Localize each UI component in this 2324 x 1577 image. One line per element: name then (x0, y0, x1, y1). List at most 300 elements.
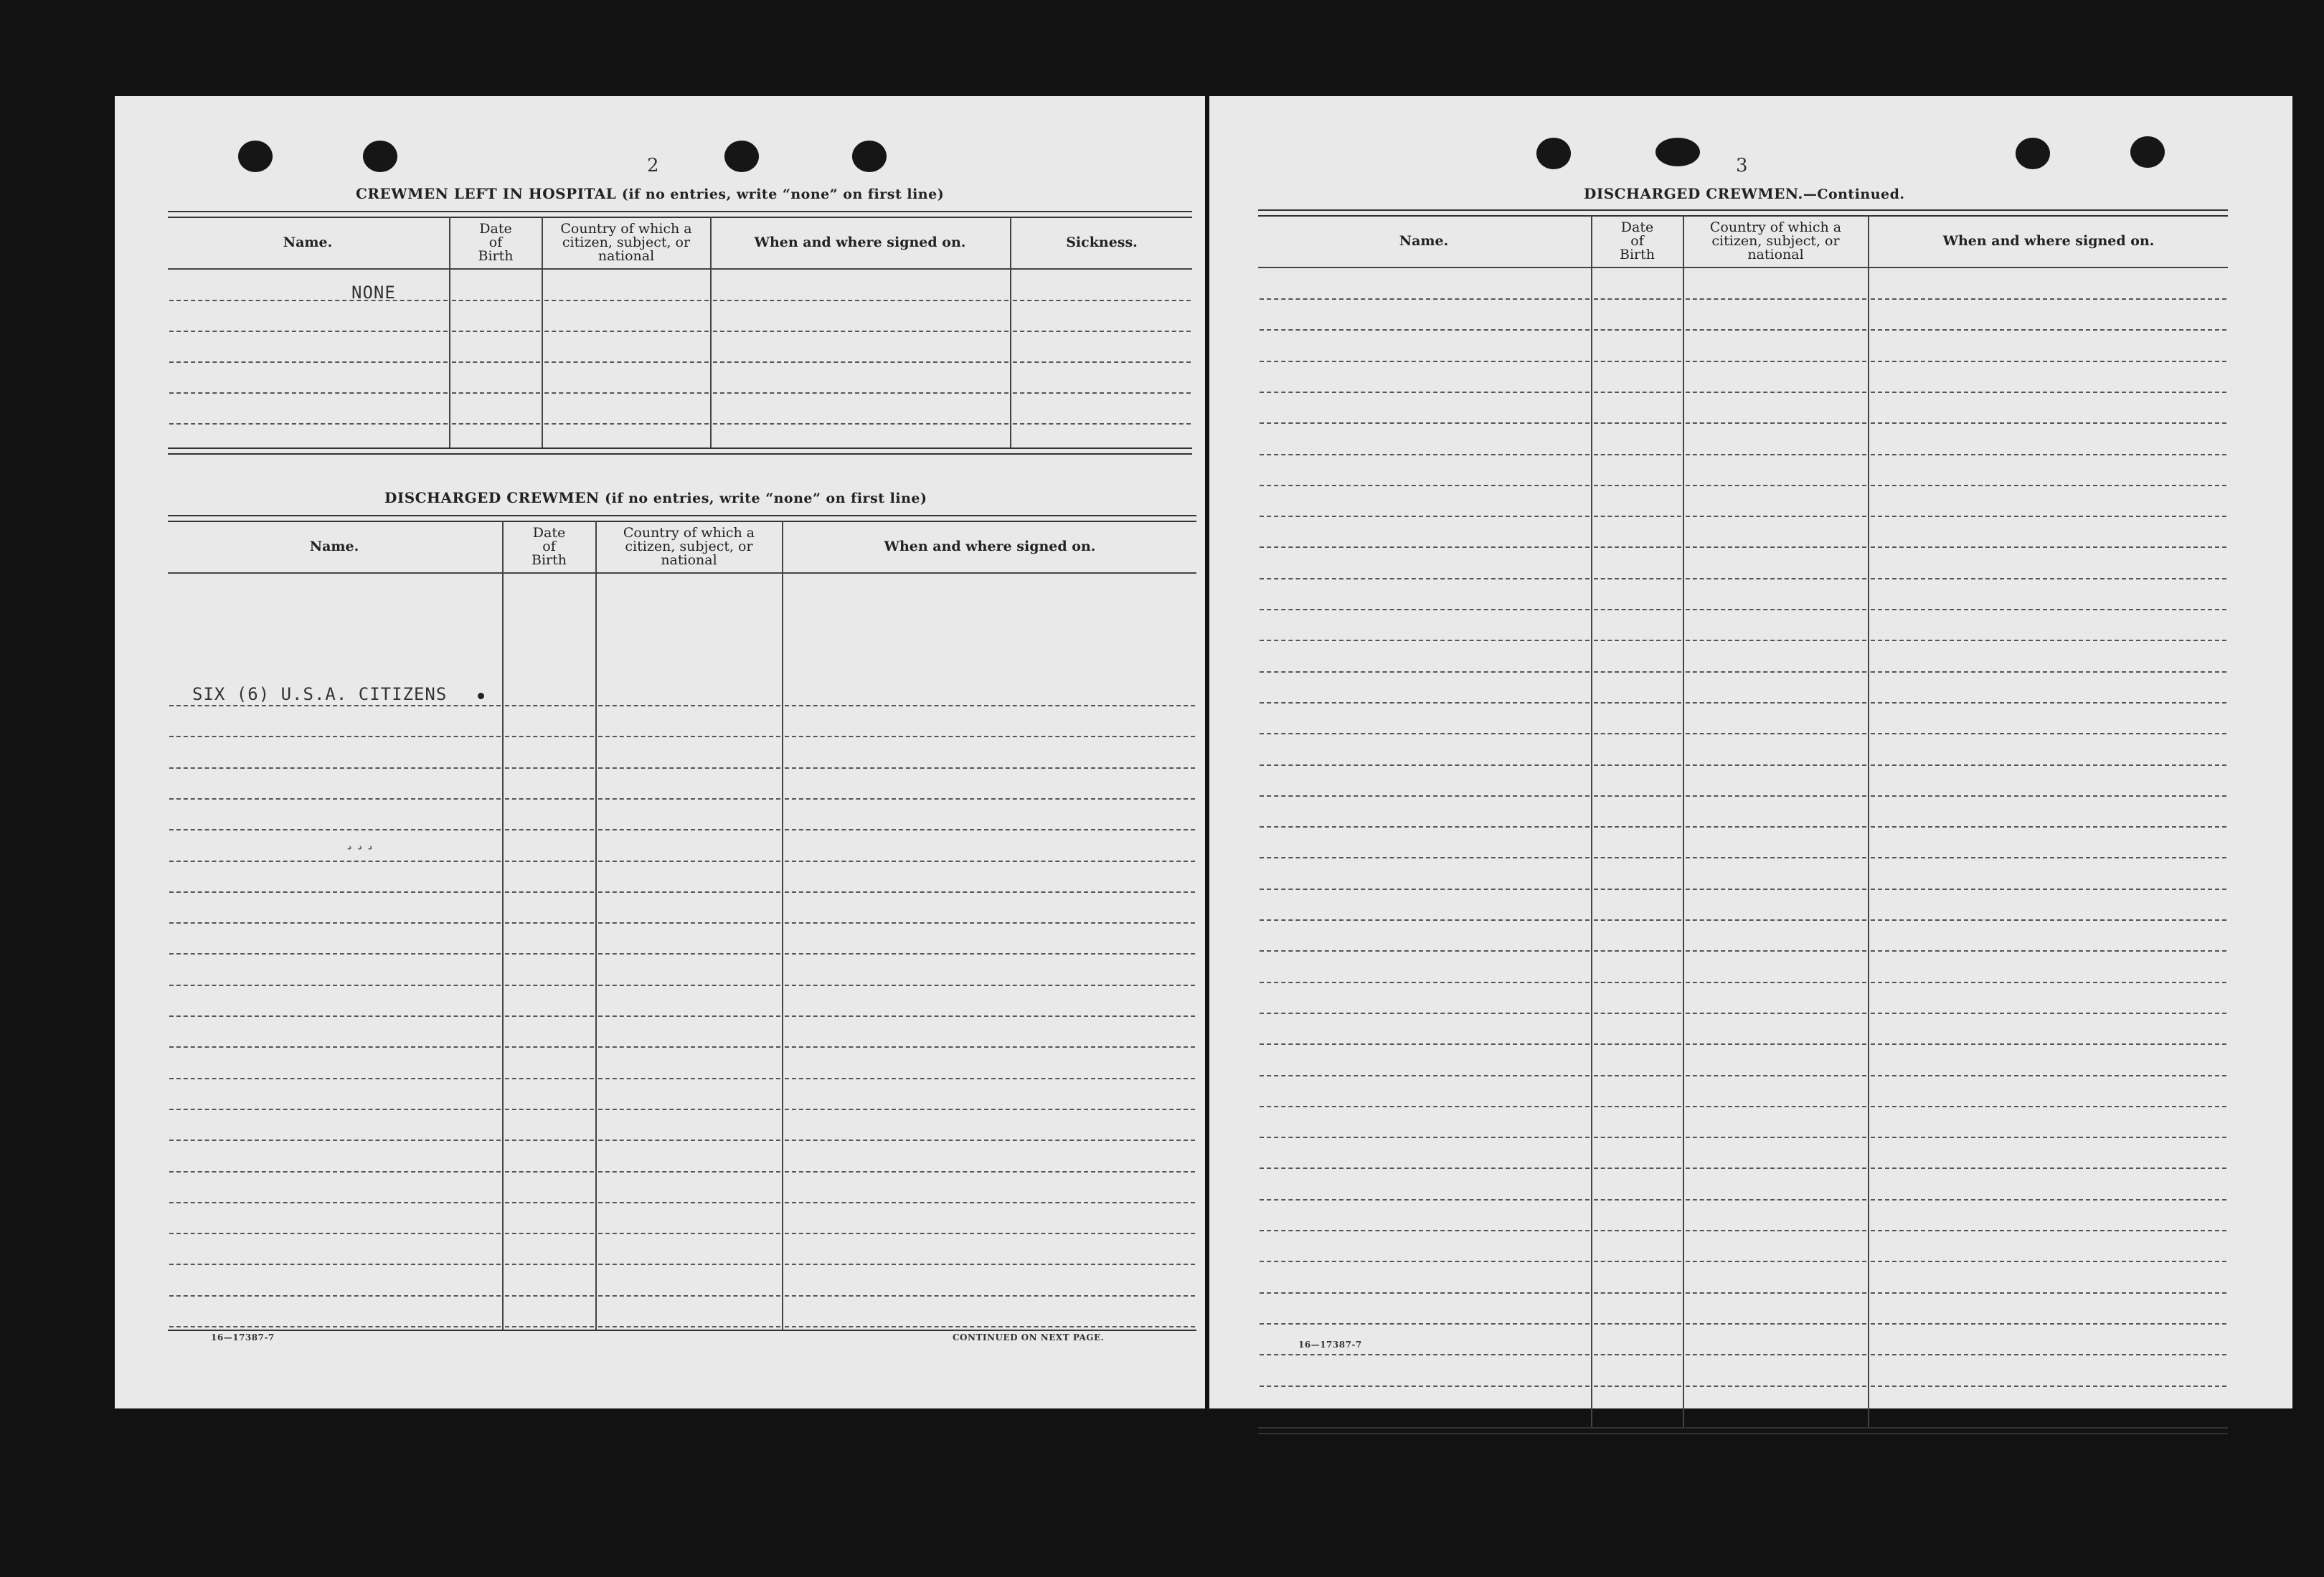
ruled-line (1594, 298, 1681, 300)
ruled-line (1594, 422, 1681, 424)
ruled-line (505, 1295, 594, 1297)
ruled-line (169, 705, 501, 706)
ruled-line (169, 1233, 501, 1234)
ruled-line (1260, 1199, 1590, 1200)
ruled-line (1871, 329, 2226, 331)
ruled-line (1594, 702, 1681, 704)
ruled-line (1594, 1292, 1681, 1294)
ruled-line (505, 705, 594, 706)
ruled-line (505, 1171, 594, 1173)
ruled-line (505, 1140, 594, 1141)
ruled-line (1686, 889, 1866, 890)
hospital-title-text: CREWMEN LEFT IN HOSPITAL (356, 185, 617, 202)
ruled-line (1260, 1386, 1590, 1387)
section-title-suffix: —Continued. (1803, 186, 1905, 202)
bottom-rule (168, 447, 1192, 455)
ruled-line (1260, 950, 1590, 952)
ruled-line (1686, 1013, 1866, 1014)
column-divider (1591, 215, 1592, 1427)
ruled-line (1260, 298, 1590, 300)
header-text: When and where signed on. (1942, 232, 2155, 249)
ruled-line (1871, 1137, 2226, 1138)
ruled-line (544, 331, 709, 332)
ruled-line (1260, 422, 1590, 424)
column-divider (595, 521, 597, 1330)
ruled-line (1260, 919, 1590, 921)
punch-hole (1536, 138, 1571, 169)
ruled-line (1260, 795, 1590, 797)
ruled-line (598, 1233, 780, 1234)
ruled-line (598, 767, 780, 769)
ruled-line (505, 1326, 594, 1327)
ruled-line (1686, 764, 1866, 766)
ruled-line (1594, 1261, 1681, 1262)
ruled-line (1594, 1230, 1681, 1231)
hospital-title-note: (if no entries, write “none” on first line) (621, 186, 945, 202)
ruled-line (785, 1326, 1195, 1327)
ruled-line (1686, 1106, 1866, 1107)
ruled-line (1686, 361, 1866, 362)
ruled-line (169, 1326, 501, 1327)
header-text: citizen, subject, or (1711, 232, 1840, 249)
ruled-line (169, 331, 448, 332)
ruled-line (1260, 640, 1590, 641)
ruled-line (785, 1140, 1195, 1141)
ruled-line (785, 1202, 1195, 1203)
ruled-line (1686, 826, 1866, 828)
ruled-line (1686, 702, 1866, 704)
punch-hole (724, 141, 759, 172)
header-text: Country of which a (1709, 219, 1842, 235)
ruled-line (785, 1171, 1195, 1173)
ruled-line (1594, 1043, 1681, 1045)
hospital-entry-text: NONE (351, 283, 396, 303)
ruled-line (1260, 392, 1590, 393)
ruled-line (1686, 795, 1866, 797)
ruled-line (1594, 1386, 1681, 1387)
ruled-line (1686, 454, 1866, 455)
ruled-line (505, 829, 594, 830)
ruled-line (785, 736, 1195, 737)
ruled-line (1260, 1106, 1590, 1107)
ruled-line (1260, 361, 1590, 362)
ruled-line (169, 300, 448, 301)
ruled-line (1260, 1261, 1590, 1262)
col-header-signed (712, 217, 1009, 268)
ruled-line (1686, 1386, 1866, 1387)
ruled-line (598, 861, 780, 862)
header-text: Sickness. (1066, 234, 1138, 250)
ruled-line (1686, 1075, 1866, 1076)
header-text: Date (479, 220, 512, 237)
ruled-line (1260, 702, 1590, 704)
ruled-line (1686, 950, 1866, 952)
ruled-line (1260, 1354, 1590, 1355)
ruled-line (169, 829, 501, 830)
ruled-line (598, 891, 780, 893)
ruled-line (1594, 1106, 1681, 1107)
ruled-line (169, 1202, 501, 1203)
ruled-line (598, 705, 780, 706)
ruled-line (505, 1233, 594, 1234)
ruled-line (785, 985, 1195, 986)
ruled-line (598, 1295, 780, 1297)
page-number: 2 (647, 155, 659, 176)
header-text: of (1630, 232, 1644, 249)
col-header-dob (504, 521, 595, 572)
page-number: 3 (1736, 155, 1748, 176)
col-header-dob (450, 217, 541, 268)
header-text: Name. (309, 538, 359, 554)
ruled-line (505, 861, 594, 862)
ruled-line (1260, 516, 1590, 517)
ruled-line (1013, 361, 1191, 363)
ruled-line (1686, 1230, 1866, 1231)
discharged-section-title (384, 489, 927, 506)
ruled-line (1594, 950, 1681, 952)
ruled-line (1686, 546, 1866, 548)
ruled-line (713, 423, 1009, 425)
ruled-line (1686, 640, 1866, 641)
ruled-line (1871, 702, 2226, 704)
column-divider (1868, 215, 1869, 1427)
ruled-line (505, 1202, 594, 1203)
hospital-table (168, 211, 1192, 455)
col-header-name (168, 217, 448, 268)
ruled-line (1594, 919, 1681, 921)
ruled-line (598, 736, 780, 737)
column-divider (782, 521, 783, 1330)
ruled-line (1871, 1106, 2226, 1107)
ruled-line (1686, 609, 1866, 610)
ruled-line (598, 1078, 780, 1079)
ruled-line (1871, 764, 2226, 766)
ruled-line (169, 361, 448, 363)
ruled-line (598, 1109, 780, 1110)
header-text: Name. (1399, 232, 1449, 249)
ruled-line (169, 1078, 501, 1079)
ruled-line (598, 1202, 780, 1203)
ruled-line (785, 1015, 1195, 1017)
header-text: national (661, 551, 717, 568)
ruled-line (1871, 392, 2226, 393)
ruled-line (505, 891, 594, 893)
header-text: Birth (1620, 246, 1655, 262)
ruled-line (1260, 1013, 1590, 1014)
ruled-line (169, 1171, 501, 1173)
ruled-line (169, 891, 501, 893)
ruled-line (1594, 329, 1681, 331)
ink-dot (478, 693, 484, 699)
ruled-line (169, 1015, 501, 1017)
ruled-line (1013, 423, 1191, 425)
ruled-line (169, 922, 501, 924)
ruled-line (1871, 485, 2226, 486)
ruled-line (785, 1109, 1195, 1110)
ruled-line (1594, 485, 1681, 486)
col-header-name (168, 521, 501, 572)
ruled-line (544, 423, 709, 425)
ruled-line (1013, 300, 1191, 301)
ruled-line (1871, 640, 2226, 641)
ruled-line (505, 1264, 594, 1265)
ruled-line (1686, 671, 1866, 673)
ruled-line (713, 300, 1009, 301)
ruled-line (1260, 485, 1590, 486)
ruled-line (169, 1140, 501, 1141)
ruled-line (1871, 1043, 2226, 1045)
ruled-line (169, 392, 448, 394)
ruled-line (505, 1046, 594, 1048)
col-header-signed (783, 521, 1196, 572)
ruled-line (1260, 982, 1590, 983)
ruled-line (1871, 795, 2226, 797)
ruled-line (1594, 361, 1681, 362)
ruled-line (544, 300, 709, 301)
ruled-line (785, 1295, 1195, 1297)
ruled-line (1260, 1043, 1590, 1045)
ruled-line (785, 1264, 1195, 1265)
ruled-line (1594, 1354, 1681, 1355)
ruled-line (1686, 422, 1866, 424)
col-header-country (1684, 215, 1867, 267)
ruled-line (1594, 982, 1681, 983)
ruled-line (1871, 609, 2226, 610)
punch-hole (363, 141, 397, 172)
ruled-line (1686, 857, 1866, 858)
ruled-line (452, 331, 540, 332)
ruled-line (598, 1140, 780, 1141)
discharged-entry: SIX (6) U.S.A. CITIZENS (192, 684, 448, 704)
ruled-line (505, 1078, 594, 1079)
ruled-line (1686, 1354, 1866, 1355)
ruled-line (505, 985, 594, 986)
ruled-line (1686, 1323, 1866, 1325)
ruled-line (1260, 826, 1590, 828)
ruled-line (1594, 516, 1681, 517)
ruled-line (169, 1109, 501, 1110)
ruled-line (1260, 1292, 1590, 1294)
ruled-line (505, 922, 594, 924)
discharged-title-text: DISCHARGED CREWMEN (384, 489, 600, 506)
header-text: national (597, 247, 655, 264)
ruled-line (169, 1046, 501, 1048)
ruled-line (1871, 1292, 2226, 1294)
ruled-line (1260, 609, 1590, 610)
ruled-line (1260, 1137, 1590, 1138)
ruled-line (598, 985, 780, 986)
ruled-line (1871, 1075, 2226, 1076)
hospital-section-title (356, 185, 944, 202)
ruled-line (169, 767, 501, 769)
ruled-line (1871, 516, 2226, 517)
ruled-line (785, 953, 1195, 955)
ruled-line (1871, 1168, 2226, 1169)
ruled-line (598, 1171, 780, 1173)
form-number: 16—17387-7 (1298, 1340, 1362, 1350)
header-text: When and where signed on. (754, 234, 966, 250)
ruled-line (1260, 329, 1590, 331)
ruled-line (1594, 1137, 1681, 1138)
ruled-line (1871, 1386, 2226, 1387)
ruled-line (1686, 982, 1866, 983)
ruled-line (1594, 857, 1681, 858)
ruled-line (785, 829, 1195, 830)
ruled-line (598, 798, 780, 800)
ruled-line (1594, 392, 1681, 393)
ruled-line (1871, 950, 2226, 952)
ruled-line (1594, 1013, 1681, 1014)
ruled-line (1686, 1043, 1866, 1045)
ruled-line (1871, 733, 2226, 734)
col-header-dob (1592, 215, 1682, 267)
form-number: 16—17387-7 (211, 1332, 275, 1342)
ruled-line (1594, 764, 1681, 766)
ruled-line (1871, 1199, 2226, 1200)
punch-hole (1655, 138, 1700, 166)
ruled-line (1260, 764, 1590, 766)
header-text: national (1747, 246, 1804, 262)
discharged-title-note: (if no entries, write “none” on first line) (605, 491, 927, 506)
header-text: Birth (478, 247, 514, 264)
ruled-line (785, 861, 1195, 862)
ruled-line (544, 361, 709, 363)
ruled-line (1260, 857, 1590, 858)
ruled-line (1871, 546, 2226, 548)
ruled-line (1871, 1230, 2226, 1231)
ruled-line (1686, 1168, 1866, 1169)
ruled-line (1594, 889, 1681, 890)
header-text: of (488, 234, 503, 250)
ruled-line (169, 798, 501, 800)
ruled-line (169, 736, 501, 737)
ruled-line (598, 1046, 780, 1048)
ruled-line (452, 392, 540, 394)
ruled-line (1594, 609, 1681, 610)
ruled-line (452, 361, 540, 363)
ruled-line (1686, 485, 1866, 486)
continued-note: CONTINUED ON NEXT PAGE. (953, 1332, 1105, 1342)
ruled-line (1871, 919, 2226, 921)
ruled-line (544, 392, 709, 394)
bottom-rule (1258, 1427, 2228, 1434)
ruled-line (713, 331, 1009, 332)
ruled-line (1594, 795, 1681, 797)
header-text: Date (532, 524, 566, 541)
column-divider (502, 521, 504, 1330)
bottom-rule (168, 1330, 1196, 1331)
ruled-line (1871, 578, 2226, 579)
ruled-line (505, 798, 594, 800)
ruled-line (1686, 516, 1866, 517)
ruled-line (1686, 1199, 1866, 1200)
ruled-line (1871, 1013, 2226, 1014)
ruled-line (169, 1295, 501, 1297)
ruled-line (1013, 392, 1191, 394)
ruled-line (169, 985, 501, 986)
col-header-country (543, 217, 709, 268)
ruled-line (1871, 857, 2226, 858)
ruled-line (598, 1264, 780, 1265)
ruled-line (598, 953, 780, 955)
ruled-line (169, 861, 501, 862)
ruled-line (1871, 1261, 2226, 1262)
ruled-line (505, 953, 594, 955)
ruled-line (1871, 826, 2226, 828)
ruled-line (1871, 454, 2226, 455)
ruled-line (1260, 889, 1590, 890)
ruled-line (785, 767, 1195, 769)
ruled-line (598, 1326, 780, 1327)
col-header-sickness (1011, 217, 1192, 268)
ruled-line (1260, 733, 1590, 734)
ruled-line (785, 1233, 1195, 1234)
punch-hole (2016, 138, 2050, 169)
header-text: citizen, subject, or (562, 234, 691, 250)
header-rule (1258, 267, 2228, 268)
discharged-table (168, 515, 1196, 1358)
ruled-line (505, 1109, 594, 1110)
ruled-line (1871, 982, 2226, 983)
ruled-line (1260, 1168, 1590, 1169)
punch-hole (238, 141, 273, 172)
ruled-line (505, 736, 594, 737)
ruled-line (452, 423, 540, 425)
discharged-continued-table (1258, 209, 2228, 1400)
ruled-line (1871, 889, 2226, 890)
ruled-line (1594, 733, 1681, 734)
ruled-line (1594, 671, 1681, 673)
ruled-line (785, 705, 1195, 706)
punch-hole (2130, 136, 2165, 168)
header-text: citizen, subject, or (625, 538, 753, 554)
header-text: Name. (283, 234, 333, 250)
ruled-line (452, 300, 540, 301)
ruled-line (785, 891, 1195, 893)
ruled-line (505, 1015, 594, 1017)
ruled-line (1871, 671, 2226, 673)
ruled-line (1594, 1168, 1681, 1169)
header-rule (168, 268, 1192, 270)
ruled-line (1686, 578, 1866, 579)
faint-mark: ¸¸¸ (344, 830, 376, 851)
ruled-line (1260, 1230, 1590, 1231)
ruled-line (1260, 578, 1590, 579)
header-text: Country of which a (623, 524, 755, 541)
ruled-line (1594, 454, 1681, 455)
ruled-line (169, 1264, 501, 1265)
ruled-line (1686, 329, 1866, 331)
header-text: of (542, 538, 556, 554)
ruled-line (713, 361, 1009, 363)
ruled-line (785, 1078, 1195, 1079)
ruled-line (1686, 919, 1866, 921)
header-text: Date (1620, 219, 1654, 235)
left-page (115, 96, 1205, 1408)
header-text: Birth (532, 551, 567, 568)
section-title-text: DISCHARGED CREWMEN. (1584, 185, 1803, 202)
column-divider (1683, 215, 1684, 1427)
ruled-line (1871, 1354, 2226, 1355)
ruled-line (1013, 331, 1191, 332)
ruled-line (1686, 1292, 1866, 1294)
ruled-line (1871, 361, 2226, 362)
ruled-line (1594, 640, 1681, 641)
ruled-line (1260, 671, 1590, 673)
ruled-line (1594, 1199, 1681, 1200)
ruled-line (785, 922, 1195, 924)
ruled-line (1260, 454, 1590, 455)
